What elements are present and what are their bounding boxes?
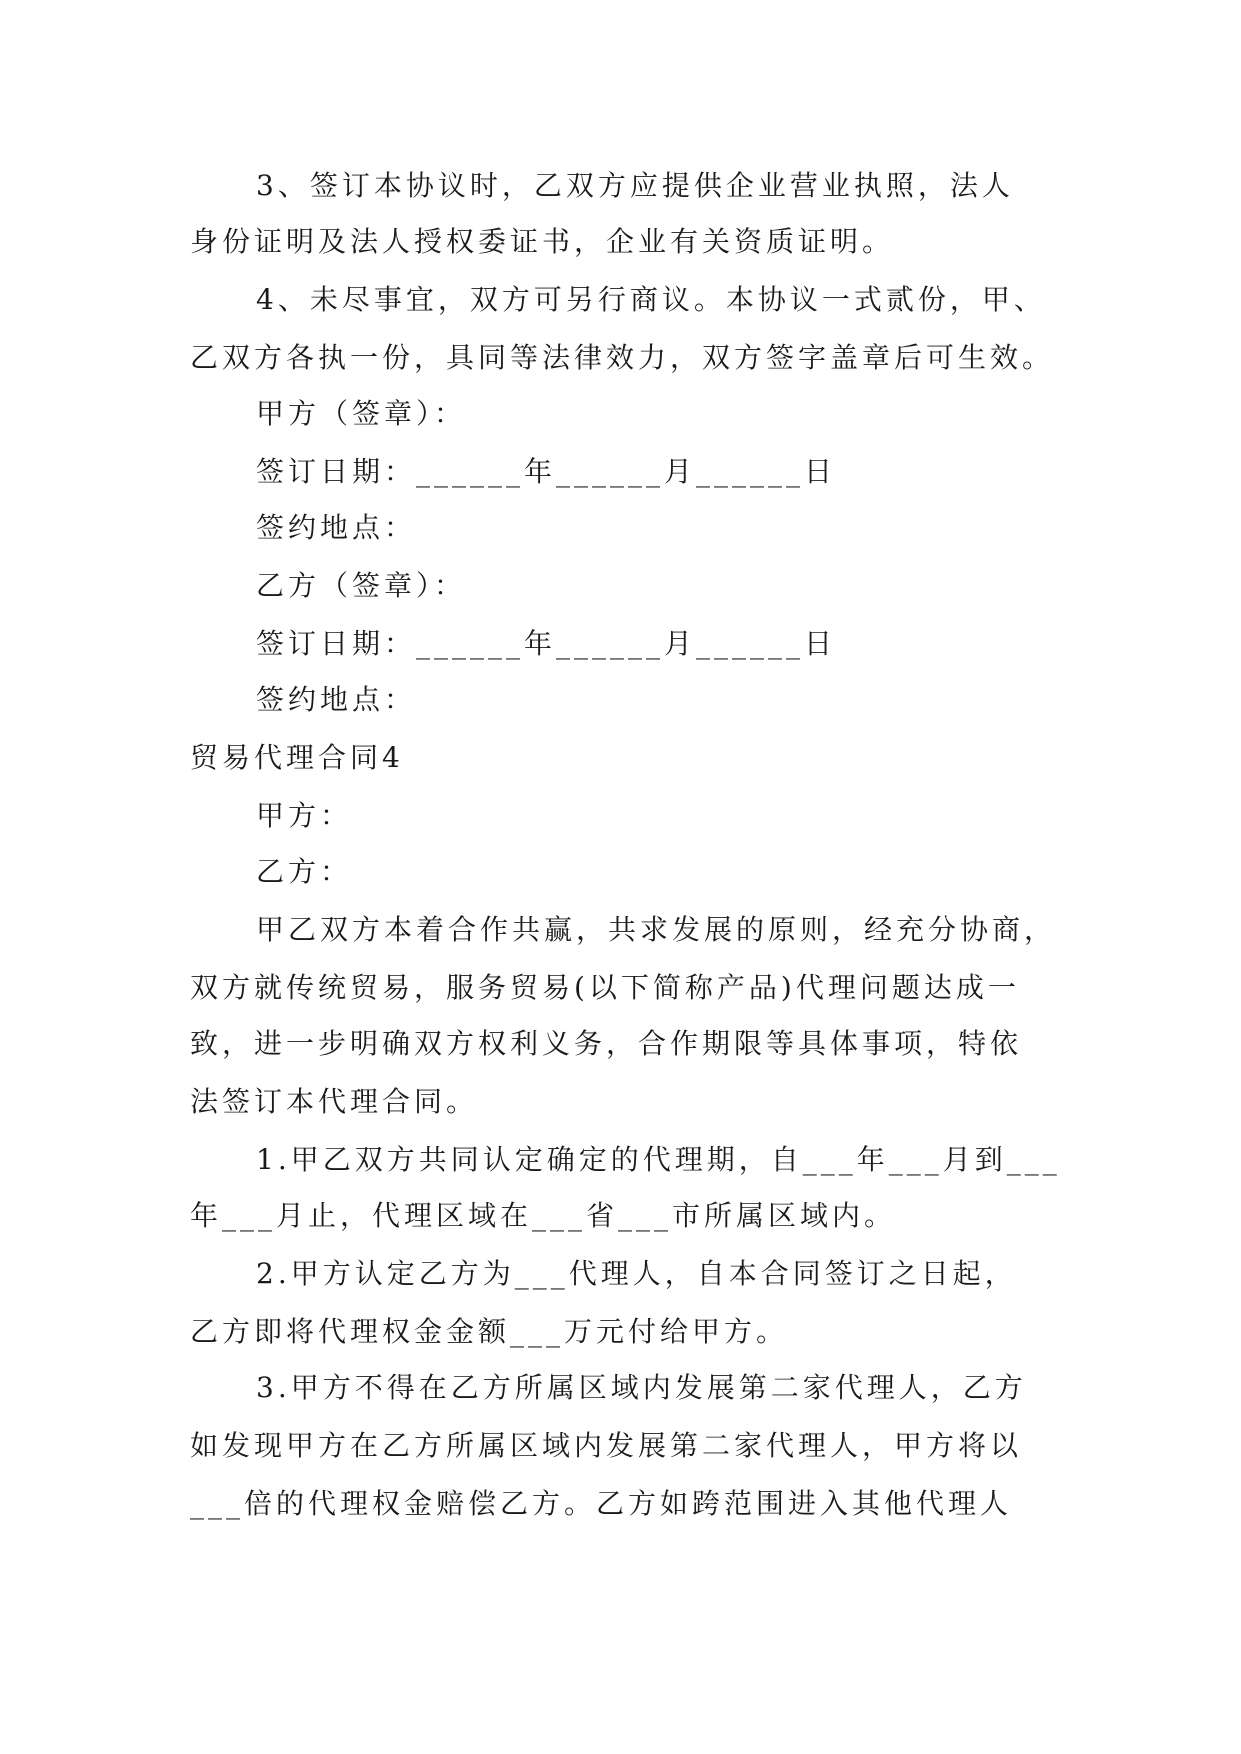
article-2-line-1: 2.甲方认定乙方为___代理人，自本合同签订之日起，	[256, 1257, 1017, 1290]
contract-4-title: 贸易代理合同4	[190, 741, 404, 774]
clause-3-line-1: 3、签订本协议时，乙双方应提供企业营业执照，法人	[256, 169, 1014, 202]
preamble-line-3: 致，进一步明确双方权利义务，合作期限等具体事项，特依	[190, 1027, 1023, 1060]
party-b-sign-date: 签订日期：______年______月______日	[256, 627, 837, 660]
party-b-signature-label: 乙方（签章）：	[256, 569, 467, 602]
clause-3-line-2: 身份证明及法人授权委证书，企业有关资质证明。	[190, 225, 895, 258]
party-a-sign-date: 签订日期：______年______月______日	[256, 455, 837, 488]
clause-4-line-1: 4、未尽事宜，双方可另行商议。本协议一式贰份，甲、	[256, 283, 1046, 316]
article-1-line-1: 1.甲乙双方共同认定确定的代理期，自___年___月到___	[256, 1143, 1061, 1176]
article-3-line-2: 如发现甲方在乙方所属区域内发展第二家代理人，甲方将以	[190, 1429, 1023, 1462]
article-3-line-1: 3.甲方不得在乙方所属区域内发展第二家代理人，乙方	[256, 1371, 1027, 1404]
article-1-line-2: 年___月止，代理区域在___省___市所属区域内。	[190, 1199, 897, 1232]
party-b-sign-location: 签约地点：	[256, 683, 417, 716]
clause-4-line-2: 乙双方各执一份，具同等法律效力，双方签字盖章后可生效。	[190, 341, 1055, 374]
party-a-signature-label: 甲方（签章）：	[256, 397, 467, 430]
party-a-sign-location: 签约地点：	[256, 511, 417, 544]
party-a-label: 甲方：	[256, 799, 353, 832]
article-3-line-3: ___倍的代理权金赔偿乙方。乙方如跨范围进入其他代理人	[190, 1487, 1013, 1520]
article-2-line-2: 乙方即将代理权金金额___万元付给甲方。	[190, 1315, 789, 1348]
party-b-label: 乙方：	[256, 855, 353, 888]
preamble-line-4: 法签订本代理合同。	[190, 1085, 479, 1118]
preamble-line-2: 双方就传统贸易，服务贸易(以下简称产品)代理问题达成一	[190, 971, 1020, 1004]
preamble-line-1: 甲乙双方本着合作共赢，共求发展的原则，经充分协商，	[256, 913, 1057, 946]
